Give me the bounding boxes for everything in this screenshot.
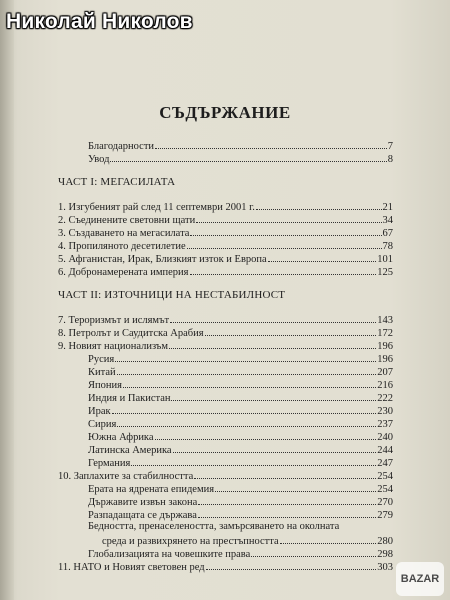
- leader-dots: [117, 417, 376, 427]
- part-heading: ЧАСТ I: МЕГАСИЛАТА: [58, 176, 176, 188]
- toc-entry-page: 303: [377, 562, 393, 573]
- toc-entry-page: 7: [387, 141, 393, 152]
- toc-subentry: [88, 456, 393, 470]
- toc-entry: [58, 339, 393, 353]
- toc-entry-title: среда и развихрянето на престъпността: [102, 536, 279, 547]
- toc-entry-page: 143: [377, 315, 393, 326]
- toc-entry: [58, 226, 393, 240]
- leader-dots: [110, 152, 386, 162]
- leader-dots: [256, 200, 382, 210]
- leader-dots: [187, 239, 382, 249]
- toc-entry-title: 7. Тероризмът и ислямът: [58, 315, 170, 326]
- toc-subentry: [88, 508, 393, 522]
- toc-entry-title: 5. Афганистан, Ирак, Близкият изток и Европа: [58, 254, 267, 265]
- leader-dots: [215, 482, 376, 492]
- toc-subentry: [88, 482, 393, 496]
- toc-entry-title: 3. Създаването на мегасилата: [58, 228, 190, 239]
- leader-dots: [117, 365, 377, 375]
- toc-entry-page: 298: [377, 549, 393, 560]
- toc-subentry: [88, 417, 393, 431]
- leader-dots: [155, 430, 377, 440]
- toc-entry-page: 280: [377, 536, 393, 547]
- toc-subentry: [88, 365, 393, 379]
- toc-entry-page: 254: [377, 484, 393, 495]
- leader-dots: [190, 265, 377, 275]
- leader-dots: [206, 560, 377, 570]
- toc-entry: [58, 200, 393, 214]
- toc-entry-page: 125: [377, 267, 393, 278]
- watermark-logo: [396, 562, 444, 596]
- leader-dots: [173, 443, 377, 453]
- toc-entry-title: Бедността, пренаселеността, замърсяването на околната: [88, 521, 340, 532]
- toc-entry-page: 244: [377, 445, 393, 456]
- toc-entry-page: 207: [377, 367, 393, 378]
- toc-entry-title: Сирия: [88, 419, 117, 430]
- leader-dots: [155, 139, 387, 149]
- toc-entry-title: Ерата на ядрената епидемия: [88, 484, 215, 495]
- watermark-text: BAZAR: [400, 573, 440, 585]
- toc-entry-page: 216: [377, 380, 393, 391]
- toc-subentry-continued: [102, 534, 393, 548]
- toc-entry-title: 8. Петролът и Саудитска Арабия: [58, 328, 204, 339]
- leader-dots: [198, 495, 376, 505]
- toc-subentry: [88, 443, 393, 457]
- toc-entry-title: 9. Новият национализъм: [58, 341, 168, 352]
- leader-dots: [280, 534, 377, 544]
- toc-entry-page: 230: [377, 406, 393, 417]
- toc-entry: [88, 139, 393, 153]
- toc-entry-page: 279: [377, 510, 393, 521]
- toc-entry: [58, 560, 393, 574]
- leader-dots: [169, 339, 376, 349]
- toc-entry-title: Увод: [88, 154, 110, 165]
- toc-entry-page: 101: [377, 254, 393, 265]
- toc-entry-page: 222: [377, 393, 393, 404]
- toc-entry-title: 2. Съединените световни щати: [58, 215, 196, 226]
- toc-entry-title: Русия: [88, 354, 115, 365]
- leader-dots: [198, 508, 376, 518]
- toc-subentry: [88, 378, 393, 392]
- toc-entry-title: 4. Пропиляното десетилетие: [58, 241, 186, 252]
- leader-dots: [190, 226, 381, 236]
- toc-entry: [58, 469, 393, 483]
- leader-dots: [268, 252, 377, 262]
- toc-entry-title: 6. Добронамерената империя: [58, 267, 189, 278]
- toc-entry: [58, 326, 393, 340]
- toc-entry-page: 237: [377, 419, 393, 430]
- leader-dots: [123, 378, 376, 388]
- toc-entry-title: 11. НАТО и Новият световен ред: [58, 562, 205, 573]
- toc-entry-title: Ирак: [88, 406, 111, 417]
- toc-entry-title: Южна Африка: [88, 432, 154, 443]
- toc-entry-page: 8: [387, 154, 393, 165]
- toc-subentry: [88, 391, 393, 405]
- toc-entry-title: 10. Заплахите за стабилността: [58, 471, 194, 482]
- toc-entry-page: 247: [377, 458, 393, 469]
- toc-entry-title: 1. Изгубеният рай след 11 септември 2001 г.: [58, 202, 255, 213]
- toc-entry-page: 240: [377, 432, 393, 443]
- toc-entry-page: 67: [382, 228, 393, 239]
- toc-entry-title: Разпадащата се държава: [88, 510, 197, 521]
- leader-dots: [251, 547, 376, 557]
- toc-entry: [88, 152, 393, 166]
- toc-entry: [58, 252, 393, 266]
- toc-entry-page: 254: [377, 471, 393, 482]
- toc-entry: [58, 313, 393, 327]
- toc-entry-title: Глобализацията на човешките права: [88, 549, 251, 560]
- leader-dots: [205, 326, 377, 336]
- toc-subentry: [88, 547, 393, 561]
- leader-dots: [194, 469, 376, 479]
- toc-entry-title: Индия и Пакистан: [88, 393, 171, 404]
- toc-entry-title: Япония: [88, 380, 122, 391]
- leader-dots: [131, 456, 376, 466]
- toc-entry-title: Китай: [88, 367, 116, 378]
- toc-entry-page: 196: [377, 341, 393, 352]
- toc-subentry: [88, 430, 393, 444]
- toc-entry-page: 21: [382, 202, 393, 213]
- toc-entry-title: Германия: [88, 458, 131, 469]
- toc-entry: [58, 213, 393, 227]
- toc-entry-title: Благодарности: [88, 141, 155, 152]
- author-overlay-title: Николай Николов: [6, 10, 193, 33]
- leader-dots: [171, 391, 376, 401]
- toc-subentry: [88, 352, 393, 366]
- toc-entry: [58, 239, 393, 253]
- toc-entry: [58, 265, 393, 279]
- toc-entry-page: 172: [377, 328, 393, 339]
- part-heading: ЧАСТ II: ИЗТОЧНИЦИ НА НЕСТАБИЛНОСТ: [58, 289, 286, 301]
- toc-entry-title: Латинска Америка: [88, 445, 172, 456]
- leader-dots: [115, 352, 376, 362]
- toc-entry-page: 196: [377, 354, 393, 365]
- toc-entry-title: Държавите извън закона: [88, 497, 198, 508]
- toc-entry-page: 78: [382, 241, 393, 252]
- leader-dots: [112, 404, 377, 414]
- toc-entry-page: 270: [377, 497, 393, 508]
- leader-dots: [196, 213, 381, 223]
- toc-title: СЪДЪРЖАНИЕ: [159, 103, 291, 122]
- toc-entry-page: 34: [382, 215, 393, 226]
- book-spine-shadow: [0, 0, 14, 600]
- leader-dots: [170, 313, 376, 323]
- toc-subentry: [88, 404, 393, 418]
- toc-subentry: [88, 495, 393, 509]
- toc-subentry: [88, 521, 393, 533]
